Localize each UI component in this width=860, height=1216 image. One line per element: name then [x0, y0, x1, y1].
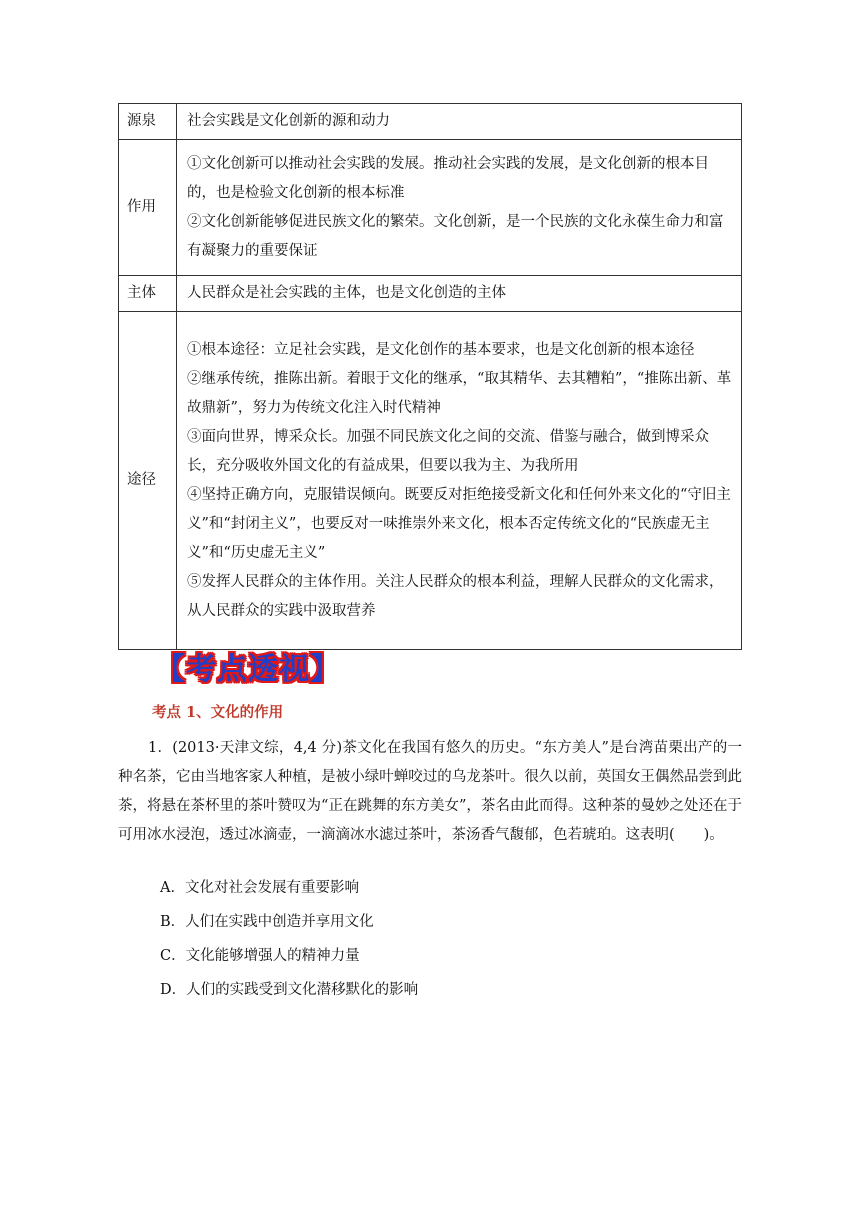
exam-point-banner: 【考点透视】	[155, 652, 341, 687]
row-label: 作用	[119, 140, 177, 276]
question-stem: 1．(2013·天津文综，4,4 分)茶文化在我国有悠久的历史。“东方美人”是台湾苗栗出产的一种名茶，它由当地客家人种植，是被小绿叶蝉咬过的乌龙茶叶。很久以前，英国女王偶然品尝到此茶，将悬在茶杯里的茶叶赞叹为“正在跳舞的东方美女”，茶名由此而得。这种茶的曼妙之处还在于可用冰水浸泡，透过冰滴壶，一滴滴冰水滤过茶叶，茶汤香气馥郁，色若琥珀。这表明( )。	[118, 740, 742, 843]
row-content	[177, 276, 742, 312]
row-paragraph: 人民群众是社会实践的主体，也是文化创造的主体	[187, 285, 506, 301]
row-paragraph: ⑤发挥人民群众的主体作用。关注人民群众的根本利益，理解人民群众的文化需求，从人民群众的实践中汲取营养	[187, 573, 724, 619]
row-paragraph: 社会实践是文化创新的源和动力	[187, 113, 390, 129]
table-row	[119, 312, 742, 650]
table-row	[119, 276, 742, 312]
table-row	[119, 140, 742, 276]
row-paragraph: ②继承传统，推陈出新。着眼于文化的继承，“取其精华、去其糟粕”，“推陈出新、革故鼎新”，努力为传统文化注入时代精神	[187, 370, 732, 416]
option-d: D．人们的实践受到文化潜移默化的影响	[160, 982, 419, 998]
option-c: C．文化能够增强人的精神力量	[160, 948, 360, 964]
row-paragraph: ②文化创新能够促进民族文化的繁荣。文化创新，是一个民族的文化永葆生命力和富有凝聚力的重要保证	[187, 213, 724, 259]
row-content	[177, 312, 742, 650]
knowledge-table	[118, 103, 742, 650]
row-label: 源泉	[119, 104, 177, 140]
row-label: 途径	[119, 312, 177, 650]
row-content	[177, 140, 742, 276]
option-b: B．人们在实践中创造并享用文化	[160, 914, 374, 930]
row-label: 主体	[119, 276, 177, 312]
row-paragraph: ③面向世界，博采众长。加强不同民族文化之间的交流、借鉴与融合，做到博采众长，充分吸收外国文化的有益成果，但要以我为主、为我所用	[187, 428, 709, 474]
row-paragraph: ①文化创新可以推动社会实践的发展。推动社会实践的发展，是文化创新的根本目的，也是检验文化创新的根本标准	[187, 155, 709, 201]
row-paragraph: ④坚持正确方向，克服错误倾向。既要反对拒绝接受新文化和任何外来文化的“守旧主义”和“封闭主义”，也要反对一味推崇外来文化，根本否定传统文化的“民族虚无主义”和“历史虚无主义”	[187, 486, 731, 561]
table-row	[119, 104, 742, 140]
row-content	[177, 104, 742, 140]
row-paragraph: ①根本途径：立足社会实践，是文化创作的基本要求，也是文化创新的根本途径	[187, 341, 695, 358]
option-a: A．文化对社会发展有重要影响	[160, 880, 359, 896]
section-title: 考点 1、文化的作用	[152, 704, 284, 721]
